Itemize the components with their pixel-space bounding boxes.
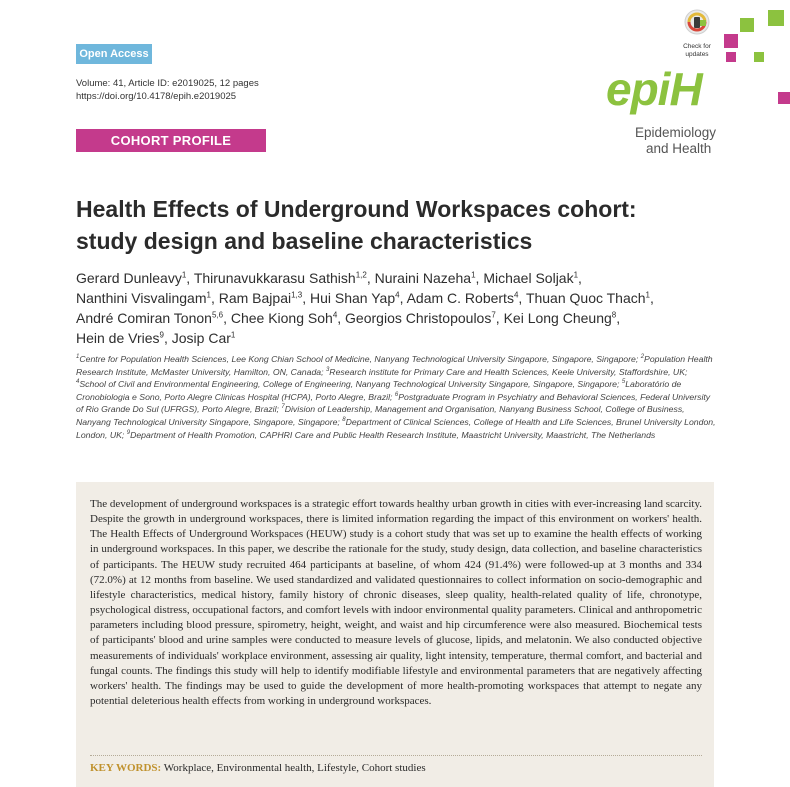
- author-name: Chee Kiong Soh: [230, 310, 333, 326]
- author-name: Gerard Dunleavy: [76, 270, 182, 286]
- author-affiliation-mark: 7: [491, 310, 496, 320]
- author: [310, 290, 400, 306]
- author-affiliation-mark: 4: [332, 310, 338, 320]
- affiliation-text: Population Health Research Institute, McMaster University, Hamilton, ON, Canada;: [76, 354, 713, 377]
- affiliation-text: Postgraduate Program in Psychiatry and Behavioral Sciences, Federal University of Rio Grande Do Sul (UFRGS), Porto Alegre, Brazil;: [76, 391, 711, 415]
- author-name: Hein de Vries: [76, 330, 160, 346]
- author-affiliation-mark: 4: [395, 290, 400, 300]
- affiliation-number: 1: [76, 354, 80, 361]
- affiliation-text: Department of Clinical Sciences, College of Health and Life Sciences, Brunel University London, London, UK;: [76, 416, 716, 440]
- affiliation: [127, 430, 656, 440]
- author-affiliation-mark: 1: [645, 290, 650, 300]
- article-type-banner: COHORT PROFILE: [76, 129, 266, 152]
- author-affiliation-mark: 1: [471, 270, 476, 280]
- affiliation: [76, 379, 619, 389]
- affiliation: [76, 354, 638, 364]
- doi-link[interactable]: https://doi.org/10.4178/epih.e2019025: [76, 91, 237, 102]
- affiliation-number: 9: [126, 429, 131, 436]
- author: [407, 290, 519, 306]
- affiliation-text: Department of Health Promotion, CAPHRI Care and Public Health Research Institute, Maastricht University, Maastricht, The Netherlands: [130, 429, 656, 440]
- author-name: Thuan Quoc Thach: [525, 290, 646, 306]
- author-affiliation-mark: 5,6: [211, 310, 224, 320]
- author-name: Hui Shan Yap: [310, 290, 396, 306]
- author: [76, 330, 164, 346]
- affiliation-text: Laboratório de Cronobiologia e Sono, Porto Alegre Clinicas Hospital (HCPA), Porto Alegre, Brazil;: [76, 379, 682, 402]
- abstract-text: The development of underground workspaces is a strategic effort towards healthy urban growth in cities with ever-increasing land scarcity. Despite the growth in underground workspaces, there is limited information regarding the impact of this environment on workers' health. The Health Effects of Underground Workspaces (HEUW) study is a cohort study that was set up to examine the health effects of working in underground workspaces. In this paper, we describe the rationale for the study, study design, data collection, and baseline characteristics of participants. The HEUW study recruited 464 participants at baseline, of whom 424 (91.4%) were followed-up at 3 months and 334 (72.0%) at 12 months from baseline. We used standardized and validated questionnaires to collect information on socio-demographic and lifestyle characteristics, medical history, family history of chronic diseases, sleep quality, health-related quality of life, chronotype, psychological distress, occupational factors, and comfort levels with indoor environmental quality parameters. Clinical and anthropometric parameters including blood pressure, spirometry, height, weight, and waist and hip circumference were also measured. Biochemical tests of participants' blood and urine samples were conducted to measure levels of glucose, lipids, and melatonin. We also conducted objective measurements of individuals' workplace environment, assessing air quality, light intensity, temperature, thermal comfort, and bacterial and fungal counts. The findings this study will help to identify modifiable lifestyle and environmental parameters that are negatively affecting workers' health. The findings may be used to guide the development of more health-promoting workspaces that attempt to negate any potential deleterious health effects from working in underground workspaces.: [90, 498, 702, 708]
- author-name: André Comiran Tonon: [76, 310, 212, 326]
- affiliation-number: 3: [325, 366, 330, 373]
- volume-line: Volume: 41, Article ID: e2019025, 12 pages: [76, 78, 259, 89]
- author: [76, 310, 223, 326]
- affiliation-number: 8: [342, 417, 346, 424]
- affiliation-text: Centre for Population Health Sciences, Lee Kong Chian School of Medicine, Nanyang Technological University Singapore, Singapore, Singapore;: [79, 354, 639, 364]
- author-name: Michael Soljak: [483, 270, 574, 286]
- affiliation-number: 5: [621, 379, 626, 386]
- author-affiliation-mark: 1,2: [355, 270, 367, 280]
- affiliation-text: School of Civil and Environmental Engineering, College of Engineering, Nanyang Technological University Singapore, Singapore, Singapore;: [79, 379, 620, 390]
- author: [483, 270, 578, 286]
- author-affiliation-mark: 8: [611, 310, 617, 320]
- author: [194, 270, 367, 286]
- author: [76, 270, 186, 286]
- author: [172, 330, 236, 346]
- journal-name-line2: and Health: [646, 141, 712, 156]
- author: [76, 290, 211, 306]
- check-updates-line2: updates: [685, 50, 709, 58]
- author-name: Adam C. Roberts: [406, 290, 514, 306]
- author-affiliation-mark: 1,3: [291, 290, 303, 300]
- affiliation-number: 6: [394, 391, 399, 398]
- article-title: [76, 193, 716, 257]
- author-name: Nanthini Visvalingam: [76, 290, 207, 306]
- author-affiliation-mark: 1: [230, 330, 236, 340]
- author-list: Gerard Dunleavy$^1$, Thirunavukkarasu Sathish$^{1,2}$, Nuraini Nazeha$^1$, Michael Soljak$^1$, Nanthini Visvalingam$^1$, Ram Bajpai$^{1,3}$, Hui Shan Yap$^4$, Adam C. Roberts$^4$, Thuan Quoc Thach$^1$, André Comiran Tonon$^{5,6}$, Chee Kiong Soh$^4$, Georgios Christopoulos$^7$, Kei Long Cheung$^8$, Hein de Vries$^9$, Josip Car$^1$: [76, 270, 654, 346]
- open-access-badge: Open Access: [76, 44, 152, 64]
- keywords-label: KEY WORDS:: [90, 762, 162, 774]
- author-affiliation-mark: 1: [573, 270, 579, 280]
- author-name: Josip Car: [171, 330, 231, 346]
- check-updates-icon: [675, 8, 719, 38]
- author: [526, 290, 650, 306]
- affiliation: [326, 367, 687, 377]
- author-affiliation-mark: 9: [159, 330, 164, 340]
- journal-logo: epiH: [606, 63, 702, 115]
- author-name: Ram Bajpai: [218, 290, 292, 306]
- author-name: Georgios Christopoulos: [345, 310, 492, 326]
- keywords-text: Workplace, Environmental health, Lifestyle, Cohort studies: [163, 762, 426, 774]
- abstract-divider: [90, 755, 702, 756]
- affiliation-text: Research institute for Primary Care and Health Sciences, Keele University, Staffordshire, UK;: [329, 366, 688, 377]
- author-name: Nuraini Nazeha: [374, 270, 472, 286]
- author-affiliation-mark: 1: [206, 290, 211, 300]
- author: [219, 290, 303, 306]
- affiliation-number: 2: [640, 354, 645, 361]
- title-line: Health Effects of Underground Workspaces cohort:: [76, 196, 637, 222]
- check-for-updates-badge[interactable]: [675, 8, 719, 58]
- check-updates-line1: Check for: [683, 43, 711, 50]
- author-name: Thirunavukkarasu Sathish: [193, 270, 356, 286]
- affiliation-text: Division of Leadership, Management and Organisation, Nanyang Business School, College of Business, Nanyang Technological University Singapore, Singapore, Singapore;: [76, 404, 685, 427]
- author: [504, 310, 617, 326]
- author: [345, 310, 496, 326]
- affiliation-list: [76, 353, 716, 441]
- journal-name: [635, 125, 716, 157]
- author-name: Kei Long Cheung: [503, 310, 612, 326]
- journal-name-line1: Epidemiology: [635, 125, 717, 140]
- author-affiliation-mark: 1: [181, 270, 187, 280]
- affiliation-number: 4: [76, 379, 80, 386]
- author-affiliation-mark: 4: [513, 290, 519, 300]
- keywords: [90, 762, 426, 774]
- author: [231, 310, 337, 326]
- title-line: study design and baseline characteristics: [76, 228, 533, 254]
- author: [375, 270, 476, 286]
- affiliation-number: 7: [281, 404, 285, 411]
